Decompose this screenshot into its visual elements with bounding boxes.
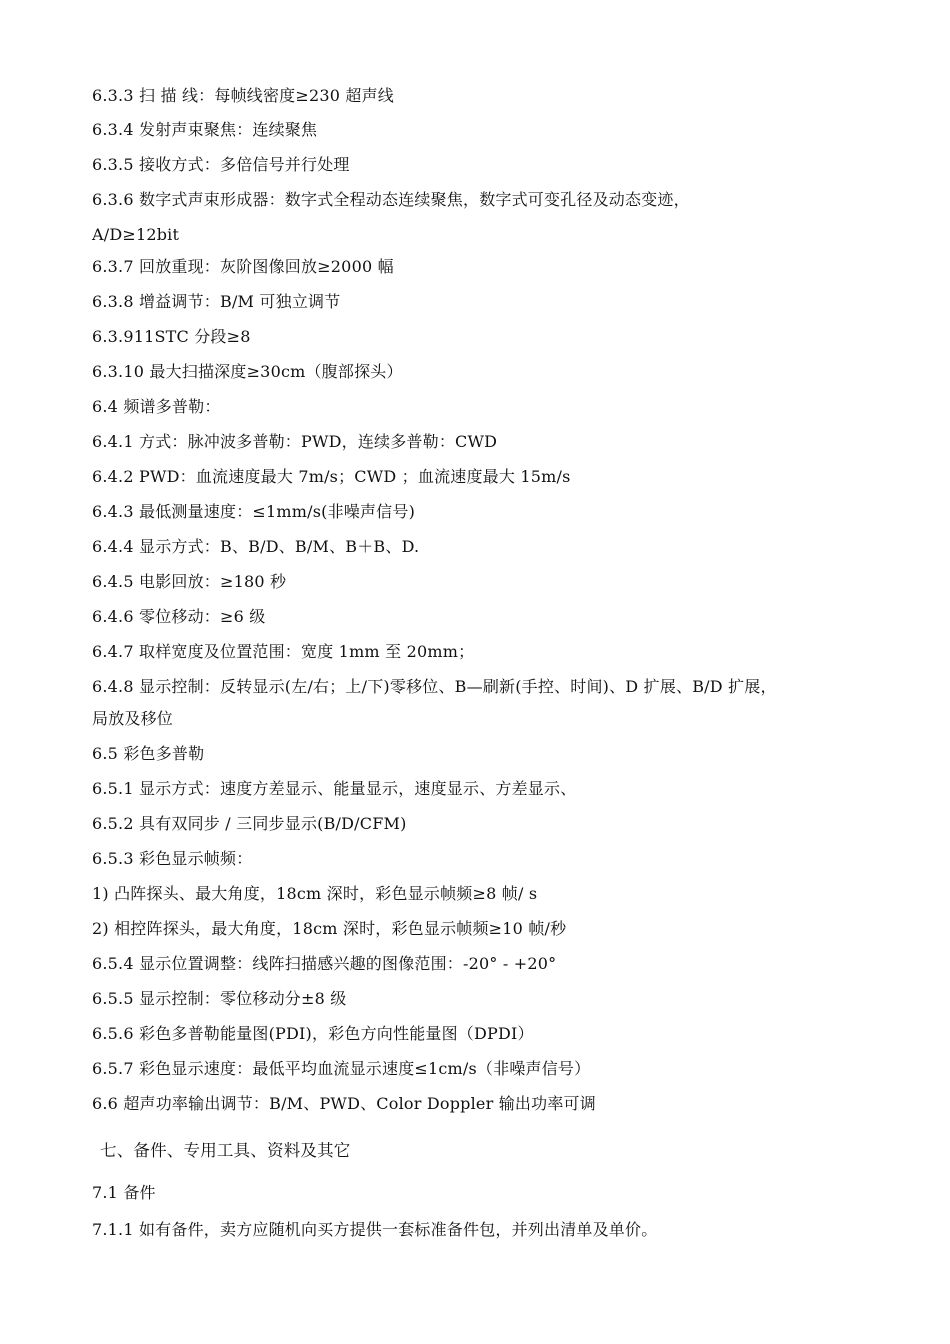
spec-line-6-3-7: 6.3.7 回放重现：灰阶图像回放≥2000 幅 (92, 257, 394, 276)
spec-line-6-4-1: 6.4.1 方式：脉冲波多普勒：PWD，连续多普勒：CWD (92, 432, 498, 451)
spec-line-6-4: 6.4 频谱多普勒： (92, 397, 221, 416)
spec-line-6-4-8: 6.4.8 显示控制：反转显示(左/右；上/下)零移位、B—刷新(手控、时间)、D 扩展、B/D 扩展， (92, 677, 777, 696)
subsection-heading: 7.1 备件 (92, 1183, 156, 1202)
spec-line-6-3-10: 6.3.10 最大扫描深度≥30cm（腹部探头） (92, 362, 403, 381)
spec-line-6-4-4: 6.4.4 显示方式：B、B/D、B/M、B＋B、D. (92, 537, 420, 556)
spec-line-6-3-5: 6.3.5 接收方式：多倍信号并行处理 (92, 155, 350, 174)
spec-line-6-5-3: 6.5.3 彩色显示帧频： (92, 849, 253, 868)
spec-line-6-5-3-item-1: 1) 凸阵探头、最大角度，18cm 深时，彩色显示帧频≥8 帧/ s (92, 884, 538, 903)
spec-line-6-4-8-cont: 局放及移位 (92, 709, 174, 728)
spec-line-6-3-3: 6.3.3 扫 描 线：每帧线密度≥230 超声线 (92, 86, 395, 105)
spec-line-6-5-5: 6.5.5 显示控制：零位移动分±8 级 (92, 989, 347, 1008)
spec-line-6-3-4: 6.3.4 发射声束聚焦：连续聚焦 (92, 120, 318, 139)
spec-line-6-4-7: 6.4.7 取样宽度及位置范围：宽度 1mm 至 20mm； (92, 642, 475, 661)
spec-line-6-3-9: 6.3.911STC 分段≥8 (92, 327, 251, 346)
spec-line-7-1-1: 7.1.1 如有备件，卖方应随机向买方提供一套标准备件包，并列出清单及单价。 (92, 1220, 658, 1239)
spec-line-6-4-3: 6.4.3 最低测量速度：≤1mm/s(非噪声信号) (92, 502, 416, 521)
spec-line-6-5-2: 6.5.2 具有双同步 / 三同步显示(B/D/CFM) (92, 814, 407, 833)
spec-line-6-5-1: 6.5.1 显示方式：速度方差显示、能量显示，速度显示、方差显示、 (92, 779, 577, 798)
spec-line-6-3-6-cont: A/D≥12bit (92, 225, 180, 244)
section-heading: 七、备件、专用工具、资料及其它 (100, 1141, 351, 1160)
spec-line-6-4-5: 6.4.5 电影回放：≥180 秒 (92, 572, 287, 591)
spec-line-6-5-4: 6.5.4 显示位置调整：线阵扫描感兴趣的图像范围：-20° - +20° (92, 954, 557, 973)
spec-line-6-3-8: 6.3.8 增益调节：B/M 可独立调节 (92, 292, 341, 311)
spec-line-6-5: 6.5 彩色多普勒 (92, 744, 205, 763)
spec-line-6-4-6: 6.4.6 零位移动：≥6 级 (92, 607, 266, 626)
spec-line-6-4-2: 6.4.2 PWD：血流速度最大 7m/s；CWD ；血流速度最大 15m/s (92, 467, 571, 486)
spec-line-6-5-3-item-2: 2) 相控阵探头，最大角度，18cm 深时，彩色显示帧频≥10 帧/秒 (92, 919, 567, 938)
spec-line-6-6: 6.6 超声功率输出调节：B/M、PWD、Color Doppler 输出功率可调 (92, 1094, 596, 1113)
spec-line-6-5-6: 6.5.6 彩色多普勒能量图(PDI)，彩色方向性能量图（DPDI） (92, 1024, 534, 1043)
spec-line-6-5-7: 6.5.7 彩色显示速度：最低平均血流显示速度≤1cm/s（非噪声信号） (92, 1059, 591, 1078)
spec-line-6-3-6: 6.3.6 数字式声束形成器：数字式全程动态连续聚焦，数字式可变孔径及动态变迹， (92, 190, 690, 209)
